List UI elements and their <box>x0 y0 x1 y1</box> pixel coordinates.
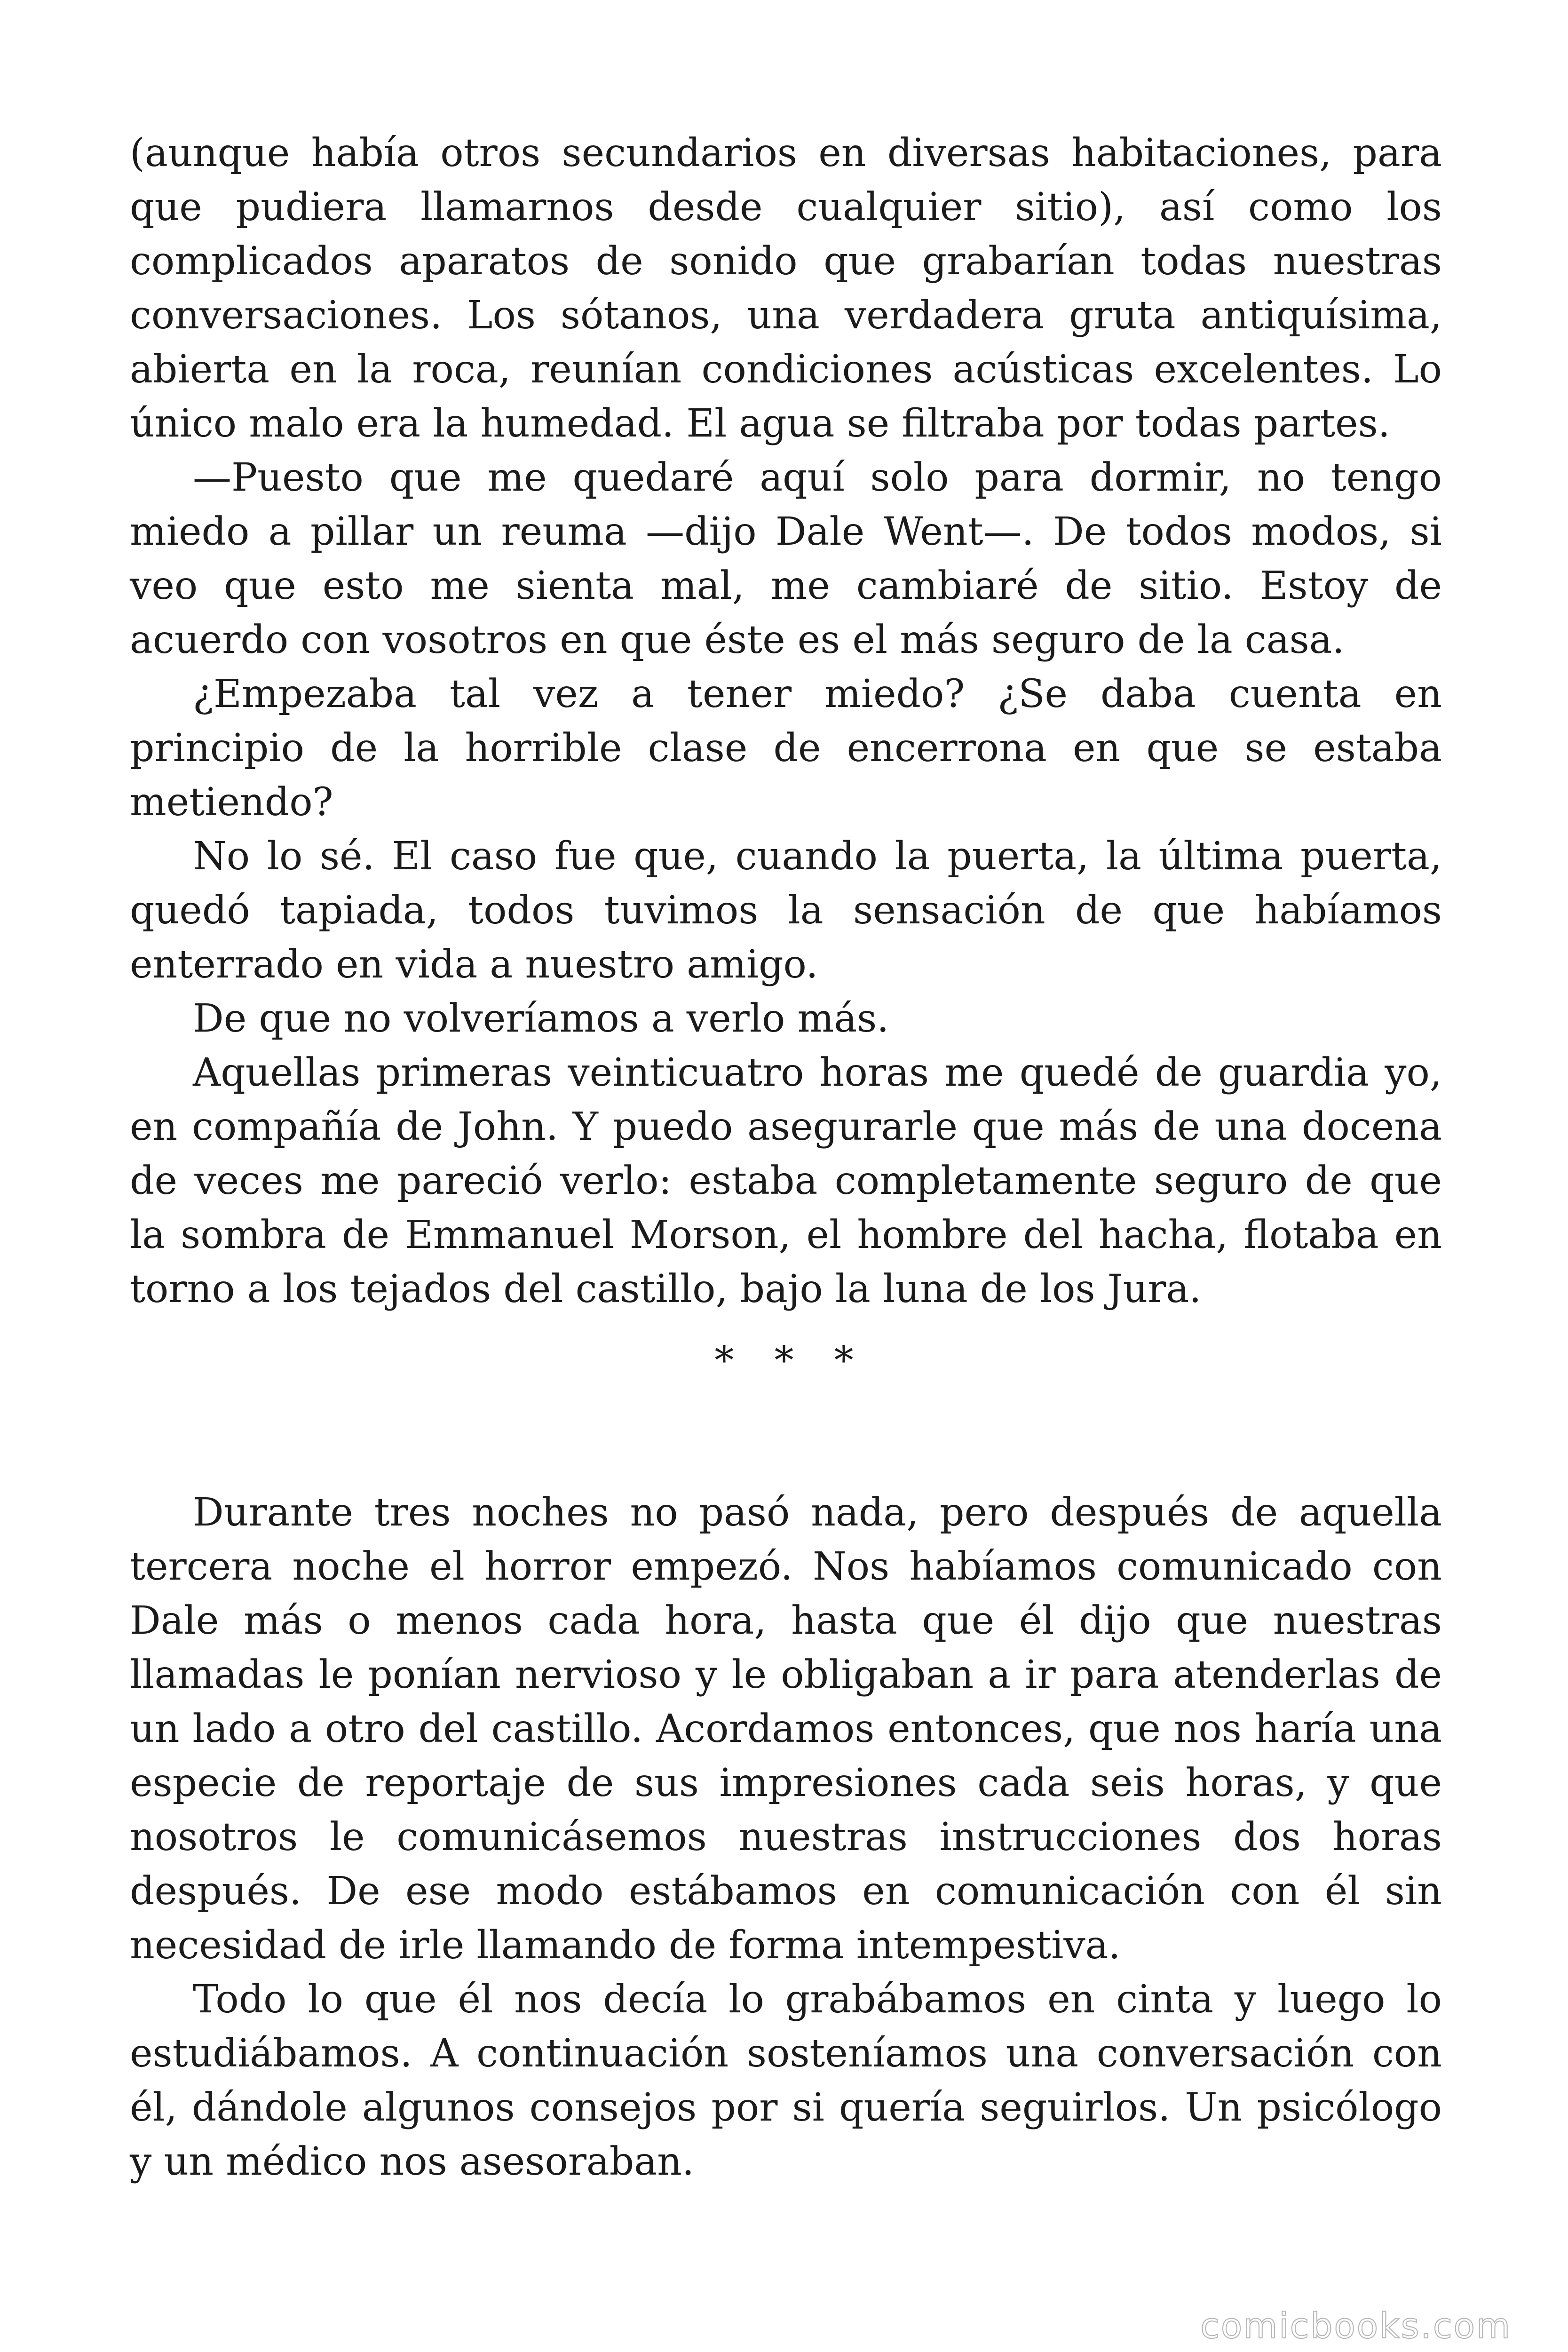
paragraph: Durante tres noches no pasó nada, pero después de aquella tercera noche el horror empezó. Nos habíamos comunicado con Dale más o menos cada hora, hasta que él dijo que nuestras llamadas le ponían nervioso y le obligaban a ir para atenderlas de un lado a otro del castillo. Acordamos entonces, que nos haría una especie de reportaje de sus impresiones cada seis horas, y que nosotros le comunicásemos nuestras instrucciones dos horas después. De ese modo estábamos en comunicación con él sin necesidad de irle llamando de forma intempestiva. <box>130 1490 1442 1968</box>
paragraph: —Puesto que me quedaré aquí solo para dormir, no tengo miedo a pillar un reuma —dijo Dale Went—. De todos modos, si veo que esto me sienta mal, me cambiaré de sitio. Estoy de acuerdo con vosotros en que éste es el más seguro de la casa. <box>130 455 1442 662</box>
paragraph: ¿Empezaba tal vez a tener miedo? ¿Se daba cuenta en principio de la horrible clase de encerrona en que se estaba metiendo? <box>130 672 1442 825</box>
section-separator: * * * <box>714 1338 868 1383</box>
text-section-top <box>130 126 1442 1316</box>
paragraph: (aunque había otros secundarios en diversas habitaciones, para que pudiera llamarnos desde cualquier sitio), así como los complicados aparatos de sonido que grabarían todas nuestras conversaciones. Los sótanos, una verdadera gruta antiquísima, abierta en la roca, reunían condiciones acústicas excelentes. Lo único malo era la humedad. El agua se filtraba por todas partes. <box>130 131 1442 446</box>
paragraph: Aquellas primeras veinticuatro horas me quedé de guardia yo, en compañía de John. Y puedo asegurarle que más de una docena de veces me pareció verlo: estaba completamente seguro de que la sombra de Emmanuel Morson, el hombre del hacha, flotaba en torno a los tejados del castillo, bajo la luna de los Jura. <box>130 1050 1442 1311</box>
paragraph: Todo lo que él nos decía lo grabábamos en cinta y luego lo estudiábamos. A continuación sosteníamos una conversación con él, dándole algunos consejos por si quería seguirlos. Un psicólogo y un médico nos asesoraban. <box>130 1977 1442 2184</box>
paragraph: De que no volveríamos a verlo más. <box>193 996 889 1041</box>
text-section-bottom <box>130 1486 1442 2189</box>
watermark: comicbooks.com <box>1200 2306 1512 2346</box>
paragraph: No lo sé. El caso fue que, cuando la puerta, la última puerta, quedó tapiada, todos tuvimos la sensación de que habíamos enterrado en vida a nuestro amigo. <box>130 834 1442 987</box>
